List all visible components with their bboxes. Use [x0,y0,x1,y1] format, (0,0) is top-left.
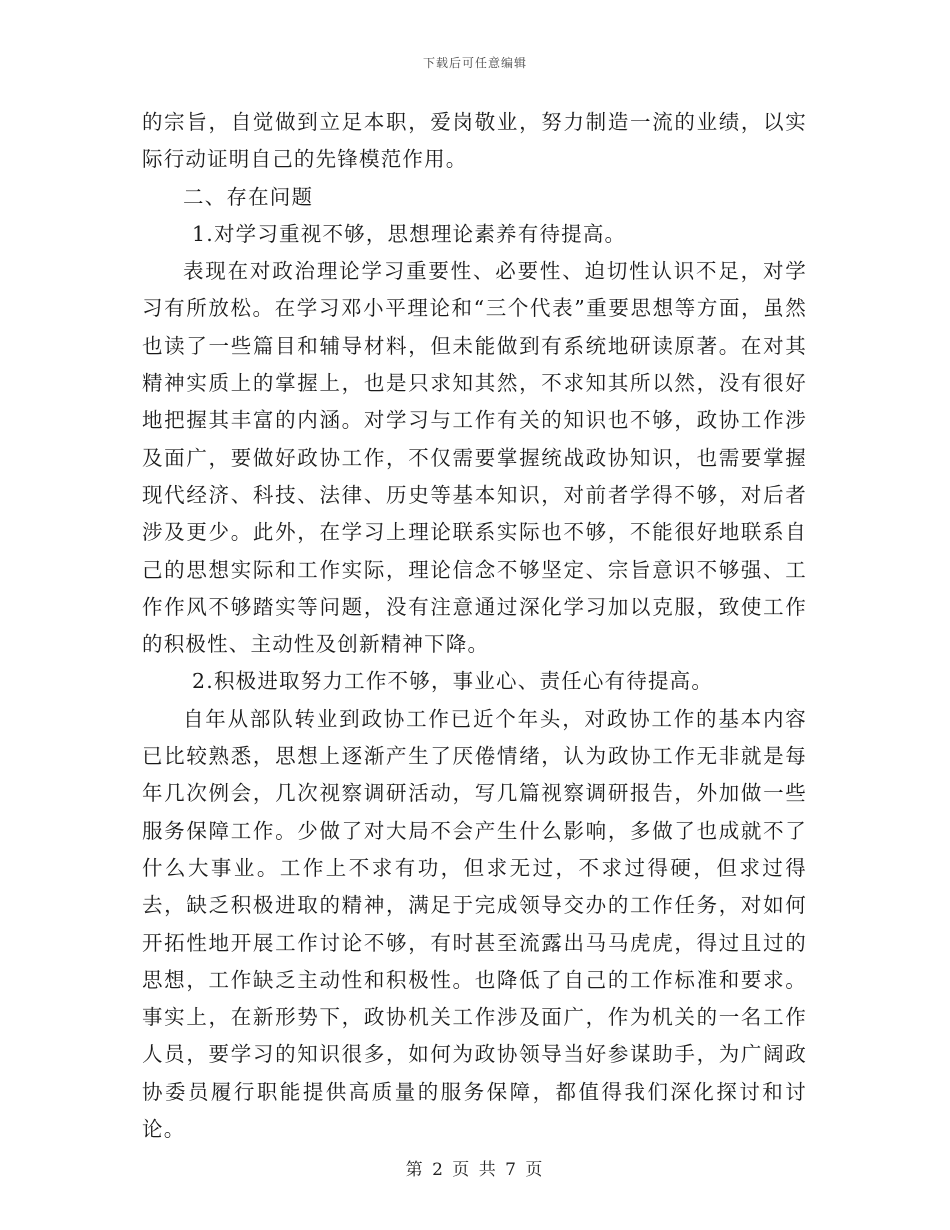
paragraph-continuation: 的宗旨，自觉做到立足本职，爱岗敬业，努力制造一流的业绩，以实际行动证明自己的先锋模范作用。 [142,110,807,172]
paragraph-study-detail: 表现在对政治理论学习重要性、必要性、迫切性认识不足，对学习有所放松。在学习邓小平理论和“三个代表”重要思想等方面，虽然也读了一些篇目和辅导材料，但未能做到有系统地研读原著。在对其精神实质上的掌握上，也是只求知其然，不求知其所以然，没有很好地把握其丰富的内涵。对学习与工作有关的知识也不够，政协工作涉及面广，要做好政协工作，不仅需要掌握统战政协知识，也需要掌握现代经济、科技、法律、历史等基本知识，对前者学得不够，对后者涉及更少。此外，在学习上理论联系实际也不够，不能很好地联系自己的思想实际和工作实际，理论信念不够坚定、宗旨意识不够强、工作作风不够踏实等问题，没有注意通过深化学习加以克服，致使工作的积极性、主动性及创新精神下降。 [142,259,807,657]
page-number-footer: 第 2 页 共 7 页 [405,1160,545,1180]
section-heading-problems: 二、存在问题 [183,184,314,209]
paragraph-work-detail: 自年从部队转业到政协工作已近个年头，对政协工作的基本内容已比较熟悉，思想上逐渐产生了厌倦情绪，认为政协工作无非就是每年几次例会，几次视察调研活动，写几篇视察调研报告，外加做一些服务保障工作。少做了对大局不会产生什么影响，多做了也成就不了什么大事业。工作上不求有功，但求无过，不求过得硬，但求过得去，缺乏积极进取的精神，满足于完成领导交办的工作任务，对如何开拓性地开展工作讨论不够，有时甚至流露出马马虎虎，得过且过的思想，工作缺乏主动性和积极性。也降低了自己的工作标准和要求。事实上，在新形势下，政协机关工作涉及面广，作为机关的一名工作人员，要学习的知识很多，如何为政协领导当好参谋助手，为广阔政协委员履行职能提供高质量的服务保障，都值得我们深化探讨和讨论。 [142,706,807,1142]
subheading-work-attitude: 2.积极进取努力工作不够，事业心、责任心有待提高。 [192,669,714,694]
page-header: 下载后可任意编辑 [422,56,527,70]
subheading-study: 1.对学习重视不够，思想理论素养有待提高。 [192,221,627,246]
document-body [142,104,807,1148]
